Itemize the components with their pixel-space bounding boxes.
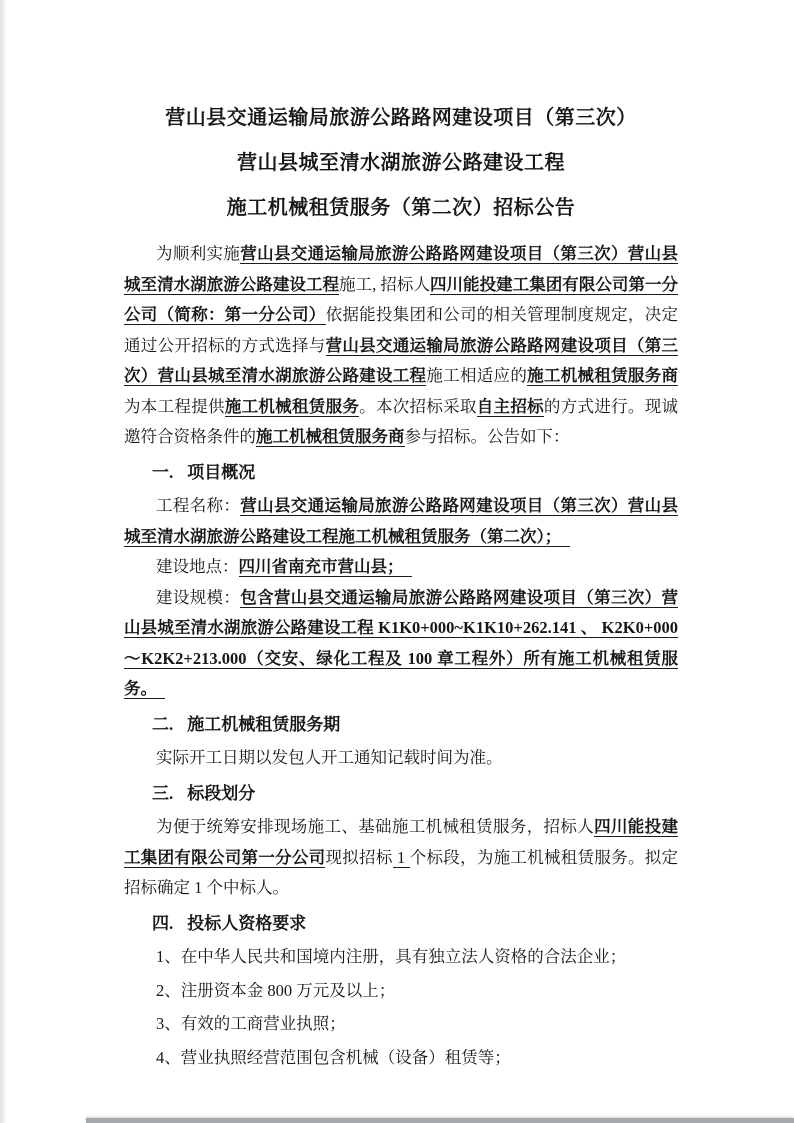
paragraph <box>124 812 678 904</box>
document-title <box>124 96 678 231</box>
underlined-text-run: 1 <box>392 847 410 867</box>
text-run: 3、有效的工商营业执照； <box>156 1014 346 1033</box>
text-run: 为顺利实施 <box>156 244 241 263</box>
section-title: 项目概况 <box>187 462 256 482</box>
document-title-line: 营山县交通运输局旅游公路路网建设项目（第三次） <box>165 107 637 129</box>
underlined-text-run: 营山县交通运输局旅游公路路网建设项目（第三次）营山县城至清水湖旅游公路建设工程 <box>124 335 678 385</box>
scan-edge-left-shadow <box>0 0 7 1123</box>
text-run: 工程名称： <box>156 496 241 515</box>
text-run: 施工, 招标人 <box>339 274 430 294</box>
list-item <box>124 1009 678 1040</box>
section-number: 二. <box>152 714 174 734</box>
text-run: 为本工程提供 <box>124 396 225 416</box>
underlined-text-run: 营山县交通运输局旅游公路路网建设项目（第三次）营山县城至清水湖旅游公路建设工程 <box>124 244 679 294</box>
underlined-text-run: 四川能投建工集团有限公司第一分公司 <box>124 817 679 867</box>
section-heading <box>124 779 678 810</box>
section-title: 施工机械租赁服务期 <box>187 714 341 734</box>
underlined-text-run: 四川能投建工集团有限公司第一分公司（简称：第一分公司） <box>124 274 679 324</box>
document-title-line: 营山县城至清水湖旅游公路建设工程 <box>237 152 565 174</box>
text-run: 建设规模： <box>156 587 241 607</box>
text-run: 施工相适应的 <box>426 366 528 385</box>
paragraph <box>124 583 678 705</box>
section-heading <box>124 909 678 940</box>
section-heading <box>124 458 678 489</box>
section-title: 标段划分 <box>187 783 256 803</box>
section-number: 一. <box>152 462 174 482</box>
section-title: 投标人资格要求 <box>187 913 307 933</box>
text-run: 的方式进行。现诚邀符合资格条件的 <box>124 396 678 446</box>
underlined-text-run: 四川省南充市营山县； <box>238 557 412 576</box>
document-title-line: 施工机械租赁服务（第二次）招标公告 <box>226 197 576 219</box>
text-run: 4、营业执照经营范围包含机械（设备）租赁等； <box>156 1047 511 1067</box>
underlined-text-run: 包含营山县交通运输局旅游公路路网建设项目（第三次）营山县城至清水湖旅游公路建设工程 K1K0+000~K1K10+262.141 、 K2K0+000 ～K2K2+213.000（交安、绿化工程及 100 章工程外）所有施工机械租赁服务。 <box>124 587 679 698</box>
section-heading <box>124 710 678 741</box>
underlined-text-run: 自主招标 <box>476 396 544 416</box>
text-run: 依据能投集团和公司的相关管理制度规定，决定通过公开招标的方式选择与 <box>124 305 678 355</box>
list-item <box>124 942 678 973</box>
paragraph <box>124 239 678 453</box>
list-item <box>124 1043 678 1074</box>
list-item <box>124 976 678 1007</box>
text-run: 2、注册资本金 800 万元及以上； <box>156 980 396 1000</box>
underlined-text-run: 施工机械租赁服务 <box>224 396 360 416</box>
underlined-text-run: 施工机械租赁服务商 <box>256 427 405 446</box>
document-content <box>124 96 678 1073</box>
document-body <box>124 239 678 1073</box>
text-run: 。本次招标采取 <box>359 396 477 416</box>
text-run: 1、在中华人民共和国境内注册，具有独立法人资格的合法企业； <box>156 947 627 966</box>
text-run: 建设地点： <box>156 557 239 576</box>
paragraph <box>124 552 678 583</box>
text-run: 参与招标。公告如下： <box>404 427 570 446</box>
scan-edge-bottom-shadow <box>86 1118 794 1123</box>
text-run: 个标段，为施工机械租赁服务。拟定招标确定 1 个中标人。 <box>124 847 679 897</box>
underlined-text-run: 营山县交通运输局旅游公路路网建设项目（第三次）营山县城至清水湖旅游公路建设工程施工机械租赁服务（第二次）； <box>124 496 679 546</box>
paragraph <box>124 491 678 552</box>
text-run: 现拟招标 <box>325 847 393 867</box>
text-run: 实际开工日期以发包人开工通知记载时间为准。 <box>156 748 503 767</box>
section-number: 三. <box>152 783 174 803</box>
paragraph <box>124 743 678 774</box>
section-number: 四. <box>152 913 174 933</box>
text-run: 为便于统筹安排现场施工、基础施工机械租赁服务，招标人 <box>156 817 595 836</box>
underlined-text-run: 施工机械租赁服务商 <box>527 366 678 385</box>
